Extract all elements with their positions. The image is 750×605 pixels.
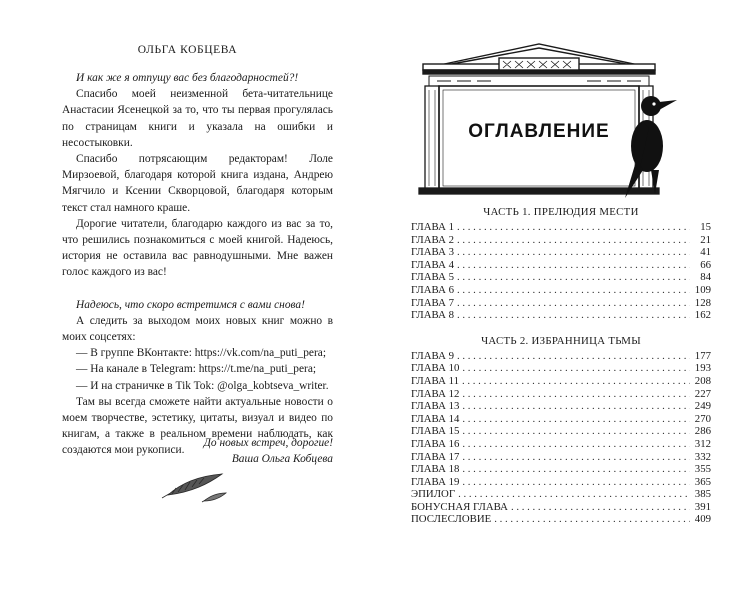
toc-entry-page: 409 — [694, 513, 711, 526]
paragraph-editors: Спасибо потрясающим редакторам! Лоле Мирзоевой, благодаря которой книга издана, Андрею Мягчило и Ксении Скворцовой, благодаря которым текст стал намного краше. — [62, 153, 333, 214]
toc-entry — [411, 438, 711, 451]
toc-entry-page: 312 — [694, 437, 711, 450]
toc-entry-label: ЭПИЛОГ — [411, 488, 456, 501]
signature-block — [62, 435, 333, 467]
right-page — [375, 0, 750, 605]
toc-entry-page: 249 — [694, 400, 711, 413]
dot-leader — [457, 246, 690, 259]
dot-leader — [462, 425, 690, 438]
dot-leader — [511, 501, 690, 514]
dot-leader — [457, 259, 690, 272]
toc-entry-page: 385 — [694, 488, 711, 501]
toc-entry — [411, 350, 711, 363]
dot-leader — [462, 451, 690, 464]
toc-entry-label: ГЛАВА 10 — [411, 362, 460, 375]
toc-entry-label: ГЛАВА 5 — [411, 271, 454, 284]
toc-entry-label: ГЛАВА 11 — [411, 374, 459, 387]
dot-leader — [462, 476, 690, 489]
dot-leader — [462, 362, 690, 375]
toc-entry-page: 332 — [694, 450, 711, 463]
toc-entry-page: 355 — [694, 463, 711, 476]
dot-leader — [462, 463, 690, 476]
toc-entry — [411, 309, 711, 322]
toc-entry-label: ГЛАВА 17 — [411, 450, 460, 463]
toc-entry — [411, 246, 711, 259]
dot-leader — [462, 413, 690, 426]
paragraph-readers: Дорогие читатели, благодарю каждого из вас за то, что решились познакомиться с моей книгой. Надеюсь, история не оставила вас равнодушными. Мне важен голос каждого из вас! — [62, 217, 333, 279]
acknowledgements-text — [62, 70, 333, 459]
toc-entry — [411, 259, 711, 272]
toc-entry-page: 270 — [694, 412, 711, 425]
paragraph-beta-reader: Спасибо моей неизменной бета-читательнице Анастасии Ясенецкой за то, что ты первая прогулялась по страницам книги и указала на ошибки и несостыковки. — [62, 88, 333, 149]
toc-entry-page: 391 — [694, 500, 711, 513]
toc-entry-label: ГЛАВА 3 — [411, 246, 454, 259]
dot-leader — [457, 309, 690, 322]
toc-entry-label: ГЛАВА 7 — [411, 296, 454, 309]
sign-line-2: Ваша Ольга Кобцева — [231, 453, 333, 466]
social-telegram: — На канале в Telegram: https://t.me/na_puti_pera; — [76, 363, 317, 376]
toc-entry-page: 109 — [694, 283, 711, 296]
toc-entry — [411, 284, 711, 297]
toc-entry — [411, 513, 711, 526]
toc-entry — [411, 488, 711, 501]
toc-entry — [411, 362, 711, 375]
part2-entries — [411, 350, 711, 526]
toc-entry-page: 208 — [694, 374, 711, 387]
toc-entry-page: 227 — [694, 387, 711, 400]
ornate-frame-illustration — [415, 38, 685, 198]
social-tiktok: — И на страничке в Tik Tok: @olga_kobtseva_writer. — [76, 379, 329, 392]
toc-entry — [411, 234, 711, 247]
toc-entry-label: ГЛАВА 4 — [411, 258, 454, 271]
toc-entry-label: ПОСЛЕСЛОВИЕ — [411, 513, 492, 526]
toc-entry — [411, 451, 711, 464]
toc-entry-page: 162 — [694, 309, 711, 322]
toc-entry — [411, 271, 711, 284]
toc-entry-page: 66 — [700, 258, 711, 271]
sign-line-1: До новых встреч, дорогие! — [203, 437, 333, 449]
table-of-contents — [411, 203, 711, 526]
toc-entry-label: ГЛАВА 2 — [411, 233, 454, 246]
toc-entry-label: ГЛАВА 9 — [411, 349, 454, 362]
toc-entry-page: 286 — [694, 425, 711, 438]
toc-entry-label: ГЛАВА 14 — [411, 412, 460, 425]
paragraph-socials: А следить за выходом моих новых книг можно в моих соцсетях: — [62, 314, 333, 344]
feather-illustration — [158, 470, 228, 510]
toc-entry-page: 365 — [694, 475, 711, 488]
toc-entry — [411, 400, 711, 413]
toc-entry-label: ГЛАВА 15 — [411, 425, 460, 438]
paragraph-intro: И как же я отпущу вас без благодарностей?! — [76, 72, 299, 84]
toc-entry — [411, 413, 711, 426]
toc-entry-page: 128 — [694, 296, 711, 309]
toc-entry-label: ГЛАВА 6 — [411, 283, 454, 296]
dot-leader — [458, 488, 690, 501]
toc-entry — [411, 463, 711, 476]
toc-entry-page: 21 — [700, 233, 711, 246]
toc-entry-label: ГЛАВА 19 — [411, 475, 460, 488]
toc-entry-page: 41 — [700, 246, 711, 259]
part1-title: ЧАСТЬ 1. ПРЕЛЮДИЯ МЕСТИ — [483, 206, 639, 218]
toc-entry — [411, 388, 711, 401]
toc-entry-label: ГЛАВА 18 — [411, 463, 460, 476]
social-vk: — В группе ВКонтакте: https://vk.com/na_puti_pera; — [76, 347, 326, 360]
dot-leader — [462, 388, 690, 401]
dot-leader — [462, 375, 690, 388]
toc-entry-page: 193 — [694, 362, 711, 375]
part2-title: ЧАСТЬ 2. ИЗБРАННИЦА ТЬМЫ — [481, 334, 641, 347]
toc-entry — [411, 501, 711, 514]
toc-entry-page: 84 — [700, 271, 711, 284]
toc-entry-label: ГЛАВА 16 — [411, 437, 460, 450]
toc-entry — [411, 375, 711, 388]
dot-leader — [462, 400, 690, 413]
author-running-head: ОЛЬГА КОБЦЕВА — [137, 44, 238, 56]
paragraph-news: Там вы всегда сможете найти актуальные новости о моем творчестве, эстетику, цитаты, визуал и видео по книгам, а также в реальном времени наблюдать, как создаются мои рукописи. — [62, 395, 333, 457]
dot-leader — [457, 297, 690, 310]
paragraph-see-you: Надеюсь, что скоро встретимся с вами снова! — [76, 298, 305, 311]
toc-entry-label: БОНУСНАЯ ГЛАВА — [411, 500, 508, 513]
dot-leader — [457, 271, 690, 284]
toc-entry — [411, 297, 711, 310]
toc-entry-label: ГЛАВА 1 — [411, 221, 454, 233]
toc-heading: ОГЛАВЛЕНИЕ — [468, 121, 610, 142]
dot-leader — [494, 513, 690, 526]
toc-entry — [411, 425, 711, 438]
toc-entry-label: ГЛАВА 8 — [411, 309, 454, 322]
dot-leader — [457, 284, 690, 297]
toc-entry — [411, 221, 711, 234]
dot-leader — [457, 234, 690, 247]
part1-entries — [411, 221, 711, 322]
toc-entry-label: ГЛАВА 12 — [411, 387, 460, 400]
dot-leader — [457, 350, 690, 363]
toc-entry-page: 15 — [700, 221, 711, 233]
toc-entry — [411, 476, 711, 489]
dot-leader — [457, 221, 690, 234]
dot-leader — [462, 438, 690, 451]
toc-entry-page: 177 — [694, 349, 711, 362]
toc-entry-label: ГЛАВА 13 — [411, 400, 460, 413]
